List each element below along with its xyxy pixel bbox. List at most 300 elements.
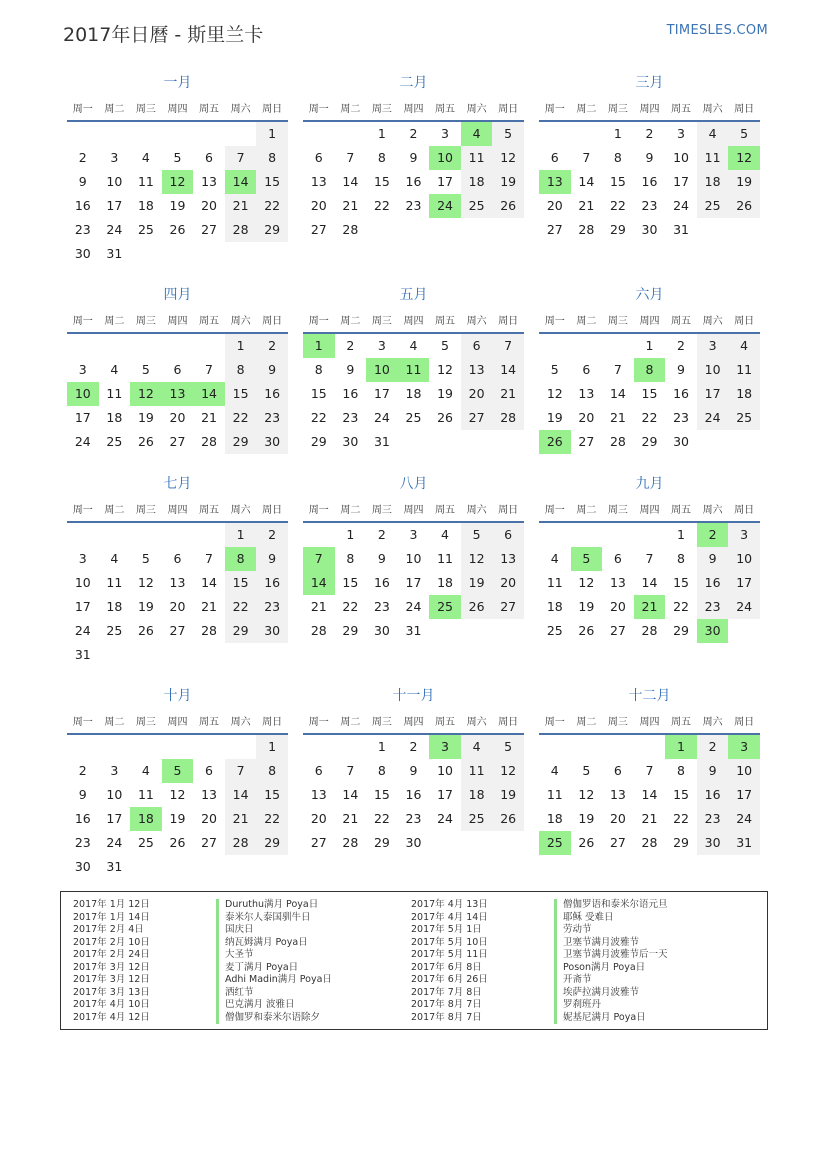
day-cell[interactable]: 18 [405, 386, 422, 401]
day-cell[interactable]: 24 [74, 623, 91, 638]
day-cell[interactable]: 3 [110, 763, 119, 778]
day-cell[interactable]: 14 [641, 575, 658, 590]
day-cell[interactable]: 15 [373, 174, 390, 189]
day-cell[interactable]: 21 [225, 807, 257, 831]
day-cell[interactable]: 10 [74, 575, 91, 590]
day-cell[interactable]: 30 [74, 246, 91, 261]
day-cell[interactable]: 27 [310, 222, 327, 237]
day-cell[interactable]: 13 [609, 787, 626, 802]
day-cell[interactable]: 24 [405, 599, 422, 614]
day-cell[interactable]: 20 [492, 571, 524, 595]
day-cell[interactable]: 30 [673, 434, 689, 449]
day-cell[interactable]: 28 [641, 835, 658, 850]
day-cell[interactable]: 26 [728, 194, 760, 218]
day-cell[interactable]: 23 [673, 410, 689, 425]
brand-logo-text[interactable]: TIMESLES.COM [666, 23, 768, 38]
day-cell[interactable]: 13 [578, 386, 595, 401]
day-cell[interactable]: 11 [461, 146, 493, 170]
day-cell[interactable]: 20 [169, 410, 186, 425]
day-cell[interactable]: 6 [314, 763, 323, 778]
holiday-day-cell[interactable]: 7 [303, 547, 335, 571]
day-cell[interactable]: 11 [437, 551, 453, 566]
holiday-day-cell[interactable]: 26 [539, 430, 571, 454]
day-cell[interactable]: 16 [697, 571, 729, 595]
day-cell[interactable]: 14 [225, 783, 257, 807]
day-cell[interactable]: 25 [461, 194, 493, 218]
day-cell[interactable]: 20 [169, 599, 186, 614]
day-cell[interactable]: 21 [492, 382, 524, 406]
day-cell[interactable]: 12 [492, 146, 524, 170]
day-cell[interactable]: 14 [641, 787, 658, 802]
day-cell[interactable]: 25 [461, 807, 493, 831]
day-cell[interactable]: 13 [201, 787, 217, 802]
day-cell[interactable]: 7 [613, 362, 622, 377]
day-cell[interactable]: 21 [641, 811, 658, 826]
day-cell[interactable]: 28 [492, 406, 524, 430]
day-cell[interactable]: 31 [106, 246, 123, 261]
day-cell[interactable]: 16 [697, 783, 729, 807]
day-cell[interactable]: 8 [377, 150, 386, 165]
day-cell[interactable]: 11 [728, 358, 760, 382]
day-cell[interactable]: 29 [310, 434, 327, 449]
day-cell[interactable]: 21 [342, 811, 359, 826]
day-cell[interactable]: 8 [677, 551, 685, 566]
day-cell[interactable]: 6 [461, 334, 493, 358]
day-cell[interactable]: 14 [201, 575, 217, 590]
day-cell[interactable]: 4 [697, 122, 729, 146]
day-cell[interactable]: 14 [492, 358, 524, 382]
day-cell[interactable]: 12 [578, 575, 595, 590]
day-cell[interactable]: 13 [310, 787, 327, 802]
day-cell[interactable]: 29 [225, 430, 257, 454]
day-cell[interactable]: 13 [201, 174, 217, 189]
day-cell[interactable]: 17 [728, 571, 760, 595]
day-cell[interactable]: 16 [673, 386, 689, 401]
holiday-day-cell[interactable]: 1 [665, 735, 697, 759]
day-cell[interactable]: 21 [201, 599, 217, 614]
day-cell[interactable]: 3 [110, 150, 119, 165]
day-cell[interactable]: 14 [609, 386, 626, 401]
day-cell[interactable]: 19 [137, 410, 154, 425]
day-cell[interactable]: 8 [677, 763, 685, 778]
day-cell[interactable]: 23 [405, 811, 422, 826]
day-cell[interactable]: 7 [205, 362, 213, 377]
day-cell[interactable]: 23 [74, 222, 91, 237]
day-cell[interactable]: 15 [673, 575, 689, 590]
day-cell[interactable]: 18 [728, 382, 760, 406]
day-cell[interactable]: 22 [673, 811, 689, 826]
day-cell[interactable]: 6 [314, 150, 323, 165]
day-cell[interactable]: 19 [461, 571, 493, 595]
day-cell[interactable]: 1 [225, 523, 257, 547]
day-cell[interactable]: 11 [137, 174, 154, 189]
day-cell[interactable]: 22 [342, 599, 359, 614]
day-cell[interactable]: 10 [728, 547, 760, 571]
day-cell[interactable]: 31 [74, 647, 91, 662]
day-cell[interactable]: 24 [437, 811, 453, 826]
day-cell[interactable]: 23 [74, 835, 91, 850]
day-cell[interactable]: 4 [461, 735, 493, 759]
day-cell[interactable]: 9 [409, 150, 418, 165]
day-cell[interactable]: 21 [310, 599, 327, 614]
day-cell[interactable]: 25 [405, 410, 422, 425]
day-cell[interactable]: 31 [405, 623, 422, 638]
day-cell[interactable]: 9 [256, 358, 288, 382]
day-cell[interactable]: 14 [578, 174, 595, 189]
day-cell[interactable]: 7 [225, 146, 257, 170]
day-cell[interactable]: 30 [373, 623, 390, 638]
day-cell[interactable]: 10 [405, 551, 422, 566]
holiday-day-cell[interactable]: 14 [193, 382, 225, 406]
day-cell[interactable]: 17 [74, 599, 91, 614]
day-cell[interactable]: 10 [437, 763, 453, 778]
day-cell[interactable]: 29 [373, 835, 390, 850]
day-cell[interactable]: 31 [106, 859, 123, 874]
day-cell[interactable]: 14 [342, 174, 359, 189]
day-cell[interactable]: 6 [613, 763, 622, 778]
day-cell[interactable]: 19 [169, 811, 186, 826]
day-cell[interactable]: 5 [728, 122, 760, 146]
day-cell[interactable]: 16 [405, 787, 422, 802]
day-cell[interactable]: 16 [74, 198, 91, 213]
day-cell[interactable]: 12 [169, 787, 186, 802]
day-cell[interactable]: 22 [225, 595, 257, 619]
day-cell[interactable]: 1 [256, 122, 288, 146]
day-cell[interactable]: 22 [609, 198, 626, 213]
day-cell[interactable]: 20 [310, 198, 327, 213]
day-cell[interactable]: 6 [582, 362, 591, 377]
holiday-day-cell[interactable]: 18 [130, 807, 162, 831]
day-cell[interactable]: 28 [342, 222, 359, 237]
day-cell[interactable]: 28 [201, 623, 217, 638]
day-cell[interactable]: 17 [437, 174, 453, 189]
day-cell[interactable]: 25 [106, 623, 123, 638]
day-cell[interactable]: 3 [377, 338, 386, 353]
day-cell[interactable]: 15 [609, 174, 626, 189]
day-cell[interactable]: 25 [728, 406, 760, 430]
day-cell[interactable]: 13 [461, 358, 493, 382]
holiday-day-cell[interactable]: 25 [539, 831, 571, 855]
day-cell[interactable]: 7 [582, 150, 591, 165]
day-cell[interactable]: 5 [141, 362, 150, 377]
day-cell[interactable]: 9 [677, 362, 685, 377]
day-cell[interactable]: 24 [728, 807, 760, 831]
day-cell[interactable]: 5 [461, 523, 493, 547]
day-cell[interactable]: 7 [346, 763, 355, 778]
holiday-day-cell[interactable]: 8 [634, 358, 666, 382]
day-cell[interactable]: 30 [256, 430, 288, 454]
day-cell[interactable]: 19 [578, 599, 595, 614]
day-cell[interactable]: 12 [492, 759, 524, 783]
day-cell[interactable]: 22 [256, 194, 288, 218]
day-cell[interactable]: 8 [314, 362, 323, 377]
day-cell[interactable]: 2 [256, 334, 288, 358]
day-cell[interactable]: 20 [609, 599, 626, 614]
day-cell[interactable]: 17 [405, 575, 422, 590]
day-cell[interactable]: 19 [492, 170, 524, 194]
holiday-day-cell[interactable]: 10 [67, 382, 99, 406]
holiday-day-cell[interactable]: 12 [130, 382, 162, 406]
day-cell[interactable]: 20 [546, 198, 563, 213]
day-cell[interactable]: 3 [78, 551, 87, 566]
day-cell[interactable]: 16 [256, 382, 288, 406]
day-cell[interactable]: 28 [225, 831, 257, 855]
day-cell[interactable]: 11 [137, 787, 154, 802]
day-cell[interactable]: 29 [225, 619, 257, 643]
day-cell[interactable]: 30 [256, 619, 288, 643]
holiday-day-cell[interactable]: 24 [429, 194, 461, 218]
day-cell[interactable]: 26 [492, 194, 524, 218]
holiday-day-cell[interactable]: 1 [303, 334, 335, 358]
day-cell[interactable]: 19 [728, 170, 760, 194]
day-cell[interactable]: 18 [461, 170, 493, 194]
day-cell[interactable]: 18 [461, 783, 493, 807]
day-cell[interactable]: 24 [697, 406, 729, 430]
day-cell[interactable]: 29 [641, 434, 658, 449]
day-cell[interactable]: 19 [492, 783, 524, 807]
day-cell[interactable]: 29 [256, 831, 288, 855]
day-cell[interactable]: 21 [225, 194, 257, 218]
day-cell[interactable]: 22 [373, 198, 390, 213]
day-cell[interactable]: 17 [106, 198, 123, 213]
day-cell[interactable]: 27 [609, 835, 626, 850]
day-cell[interactable]: 18 [437, 575, 453, 590]
day-cell[interactable]: 1 [377, 126, 386, 141]
day-cell[interactable]: 23 [641, 198, 658, 213]
day-cell[interactable]: 4 [141, 763, 150, 778]
day-cell[interactable]: 8 [225, 358, 257, 382]
day-cell[interactable]: 20 [201, 811, 217, 826]
day-cell[interactable]: 30 [641, 222, 658, 237]
day-cell[interactable]: 23 [342, 410, 359, 425]
day-cell[interactable]: 18 [137, 198, 154, 213]
day-cell[interactable]: 21 [578, 198, 595, 213]
day-cell[interactable]: 21 [201, 410, 217, 425]
day-cell[interactable]: 6 [205, 150, 213, 165]
day-cell[interactable]: 2 [697, 735, 729, 759]
day-cell[interactable]: 8 [613, 150, 622, 165]
day-cell[interactable]: 6 [613, 551, 622, 566]
day-cell[interactable]: 17 [74, 410, 91, 425]
day-cell[interactable]: 24 [373, 410, 390, 425]
day-cell[interactable]: 24 [106, 835, 123, 850]
day-cell[interactable]: 11 [546, 787, 563, 802]
day-cell[interactable]: 15 [310, 386, 327, 401]
day-cell[interactable]: 26 [169, 222, 186, 237]
day-cell[interactable]: 5 [441, 338, 449, 353]
day-cell[interactable]: 8 [377, 763, 386, 778]
day-cell[interactable]: 26 [578, 623, 595, 638]
day-cell[interactable]: 2 [645, 126, 654, 141]
day-cell[interactable]: 1 [613, 126, 622, 141]
day-cell[interactable]: 31 [673, 222, 689, 237]
day-cell[interactable]: 31 [728, 831, 760, 855]
day-cell[interactable]: 25 [137, 222, 154, 237]
day-cell[interactable]: 5 [173, 150, 182, 165]
day-cell[interactable]: 15 [673, 787, 689, 802]
day-cell[interactable]: 24 [673, 198, 689, 213]
day-cell[interactable]: 1 [346, 527, 355, 542]
day-cell[interactable]: 16 [74, 811, 91, 826]
day-cell[interactable]: 4 [110, 362, 119, 377]
day-cell[interactable]: 23 [405, 198, 422, 213]
day-cell[interactable]: 12 [461, 547, 493, 571]
day-cell[interactable]: 28 [201, 434, 217, 449]
day-cell[interactable]: 6 [173, 551, 182, 566]
day-cell[interactable]: 9 [256, 547, 288, 571]
day-cell[interactable]: 26 [461, 595, 493, 619]
day-cell[interactable]: 29 [673, 835, 689, 850]
day-cell[interactable]: 6 [492, 523, 524, 547]
day-cell[interactable]: 31 [373, 434, 390, 449]
day-cell[interactable]: 28 [310, 623, 327, 638]
day-cell[interactable]: 17 [437, 787, 453, 802]
day-cell[interactable]: 2 [677, 338, 685, 353]
day-cell[interactable]: 30 [405, 835, 422, 850]
day-cell[interactable]: 7 [645, 763, 654, 778]
day-cell[interactable]: 15 [256, 783, 288, 807]
day-cell[interactable]: 27 [201, 222, 217, 237]
day-cell[interactable]: 2 [78, 763, 87, 778]
day-cell[interactable]: 3 [697, 334, 729, 358]
day-cell[interactable]: 8 [346, 551, 355, 566]
day-cell[interactable]: 29 [609, 222, 626, 237]
day-cell[interactable]: 15 [225, 382, 257, 406]
day-cell[interactable]: 9 [377, 551, 386, 566]
day-cell[interactable]: 8 [256, 146, 288, 170]
day-cell[interactable]: 26 [578, 835, 595, 850]
day-cell[interactable]: 20 [461, 382, 493, 406]
day-cell[interactable]: 17 [673, 174, 689, 189]
holiday-day-cell[interactable]: 5 [571, 547, 603, 571]
day-cell[interactable]: 5 [492, 735, 524, 759]
day-cell[interactable]: 9 [697, 547, 729, 571]
holiday-day-cell[interactable]: 3 [728, 735, 760, 759]
day-cell[interactable]: 19 [169, 198, 186, 213]
day-cell[interactable]: 11 [106, 386, 123, 401]
day-cell[interactable]: 26 [437, 410, 453, 425]
day-cell[interactable]: 26 [169, 835, 186, 850]
day-cell[interactable]: 16 [342, 386, 359, 401]
day-cell[interactable]: 30 [342, 434, 359, 449]
day-cell[interactable]: 11 [106, 575, 123, 590]
day-cell[interactable]: 20 [609, 811, 626, 826]
day-cell[interactable]: 19 [137, 599, 154, 614]
holiday-day-cell[interactable]: 21 [634, 595, 666, 619]
day-cell[interactable]: 29 [256, 218, 288, 242]
day-cell[interactable]: 29 [342, 623, 359, 638]
day-cell[interactable]: 1 [377, 739, 386, 754]
day-cell[interactable]: 22 [256, 807, 288, 831]
day-cell[interactable]: 3 [409, 527, 418, 542]
holiday-day-cell[interactable]: 10 [429, 146, 461, 170]
day-cell[interactable]: 19 [437, 386, 453, 401]
day-cell[interactable]: 28 [641, 623, 658, 638]
day-cell[interactable]: 23 [373, 599, 390, 614]
day-cell[interactable]: 20 [201, 198, 217, 213]
day-cell[interactable]: 16 [641, 174, 658, 189]
day-cell[interactable]: 4 [110, 551, 119, 566]
day-cell[interactable]: 15 [641, 386, 658, 401]
day-cell[interactable]: 27 [310, 835, 327, 850]
day-cell[interactable]: 14 [342, 787, 359, 802]
day-cell[interactable]: 28 [342, 835, 359, 850]
day-cell[interactable]: 23 [256, 595, 288, 619]
day-cell[interactable]: 6 [550, 150, 559, 165]
day-cell[interactable]: 10 [106, 787, 123, 802]
day-cell[interactable]: 4 [728, 334, 760, 358]
day-cell[interactable]: 2 [78, 150, 87, 165]
day-cell[interactable]: 17 [728, 783, 760, 807]
day-cell[interactable]: 2 [346, 338, 355, 353]
day-cell[interactable]: 2 [409, 126, 418, 141]
day-cell[interactable]: 11 [697, 146, 729, 170]
day-cell[interactable]: 13 [169, 575, 186, 590]
holiday-day-cell[interactable]: 3 [429, 735, 461, 759]
day-cell[interactable]: 18 [106, 410, 123, 425]
day-cell[interactable]: 29 [673, 623, 689, 638]
day-cell[interactable]: 4 [409, 338, 418, 353]
day-cell[interactable]: 9 [78, 174, 87, 189]
day-cell[interactable]: 7 [225, 759, 257, 783]
day-cell[interactable]: 5 [582, 763, 591, 778]
day-cell[interactable]: 7 [205, 551, 213, 566]
day-cell[interactable]: 24 [728, 595, 760, 619]
day-cell[interactable]: 26 [137, 434, 154, 449]
day-cell[interactable]: 4 [441, 527, 449, 542]
day-cell[interactable]: 19 [546, 410, 563, 425]
day-cell[interactable]: 13 [609, 575, 626, 590]
day-cell[interactable]: 9 [697, 759, 729, 783]
day-cell[interactable]: 18 [546, 599, 563, 614]
day-cell[interactable]: 25 [137, 835, 154, 850]
day-cell[interactable]: 23 [256, 406, 288, 430]
day-cell[interactable]: 4 [141, 150, 150, 165]
day-cell[interactable]: 15 [256, 170, 288, 194]
day-cell[interactable]: 20 [578, 410, 595, 425]
day-cell[interactable]: 22 [373, 811, 390, 826]
day-cell[interactable]: 27 [578, 434, 595, 449]
day-cell[interactable]: 25 [106, 434, 123, 449]
day-cell[interactable]: 10 [673, 150, 689, 165]
day-cell[interactable]: 5 [492, 122, 524, 146]
day-cell[interactable]: 9 [645, 150, 654, 165]
holiday-day-cell[interactable]: 13 [539, 170, 571, 194]
holiday-day-cell[interactable]: 12 [728, 146, 760, 170]
day-cell[interactable]: 9 [346, 362, 355, 377]
day-cell[interactable]: 15 [225, 571, 257, 595]
day-cell[interactable]: 12 [578, 787, 595, 802]
day-cell[interactable]: 16 [373, 575, 390, 590]
day-cell[interactable]: 30 [74, 859, 91, 874]
day-cell[interactable]: 15 [373, 787, 390, 802]
day-cell[interactable]: 5 [550, 362, 559, 377]
day-cell[interactable]: 3 [677, 126, 685, 141]
day-cell[interactable]: 23 [697, 807, 729, 831]
day-cell[interactable]: 27 [461, 406, 493, 430]
day-cell[interactable]: 22 [310, 410, 327, 425]
holiday-day-cell[interactable]: 5 [162, 759, 194, 783]
day-cell[interactable]: 1 [645, 338, 654, 353]
holiday-day-cell[interactable]: 8 [225, 547, 257, 571]
day-cell[interactable]: 9 [409, 763, 418, 778]
day-cell[interactable]: 23 [697, 595, 729, 619]
day-cell[interactable]: 17 [697, 382, 729, 406]
day-cell[interactable]: 6 [173, 362, 182, 377]
day-cell[interactable]: 27 [169, 623, 186, 638]
day-cell[interactable]: 15 [342, 575, 359, 590]
holiday-day-cell[interactable]: 14 [225, 170, 257, 194]
